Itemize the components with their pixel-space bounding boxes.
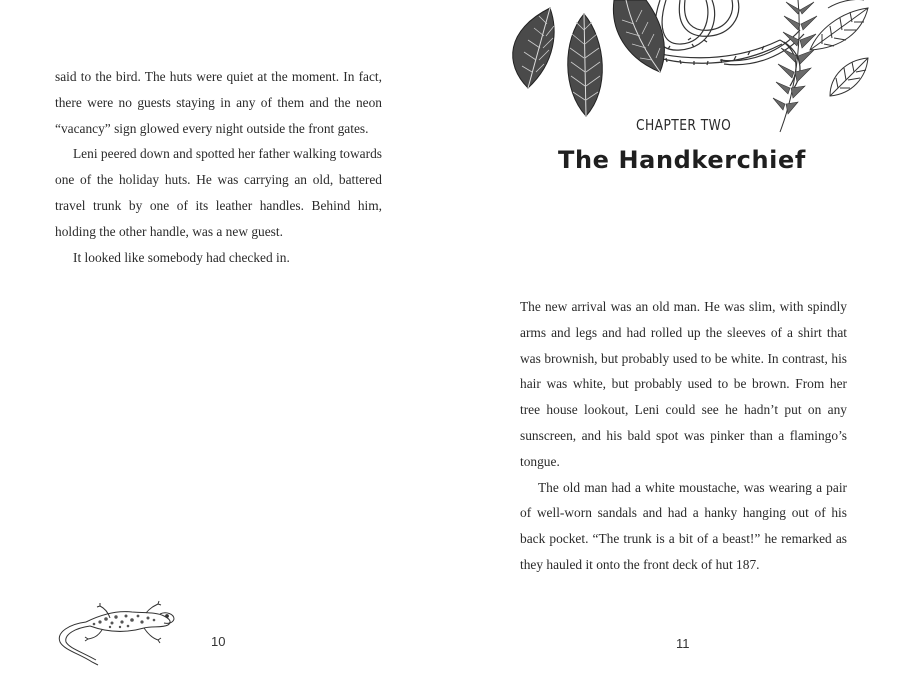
right-paragraph-2: The old man had a white moustache, was wearing a pair of well-worn sandals and had a hanky hanging out of his back pocket. “The trunk is a bit of a beast!” he remarked as they hauled it onto the front deck of hut 187. — [520, 479, 847, 572]
gecko-illustration — [52, 598, 178, 666]
chapter-label: CHAPTER TWO — [636, 116, 732, 134]
left-page-number: 10 — [211, 634, 226, 649]
left-paragraph-3: It looked like somebody had checked in. — [73, 249, 290, 265]
chapter-title: The Handkerchief — [558, 146, 806, 174]
left-paragraph-2: Leni peered down and spotted her father walking towards one of the holiday huts. He was carrying an old, battered travel trunk by one of its leather handles. Behind him, holding the other handle, was a new guest. — [55, 146, 382, 239]
left-page — [0, 0, 450, 686]
right-page — [450, 0, 901, 686]
left-paragraph-1: said to the bird. The huts were quiet at the moment. In fact, there were no guests staying in any of them and the neon “vacancy” sign glowed every night outside the front gates. — [55, 69, 382, 136]
right-paragraph-1: The new arrival was an old man. He was slim, with spindly arms and legs and had rolled up the sleeves of a shirt that was brownish, but probably used to be white. In contrast, his hair was white, but probably used to be brown. From her tree house lookout, Leni could see he hadn’t put on any sunscreen, and his bald spot was pinker than a flamingo’s tongue. — [520, 299, 847, 469]
right-page-body — [520, 294, 847, 578]
right-page-number: 11 — [676, 636, 690, 651]
left-page-body — [55, 64, 382, 270]
